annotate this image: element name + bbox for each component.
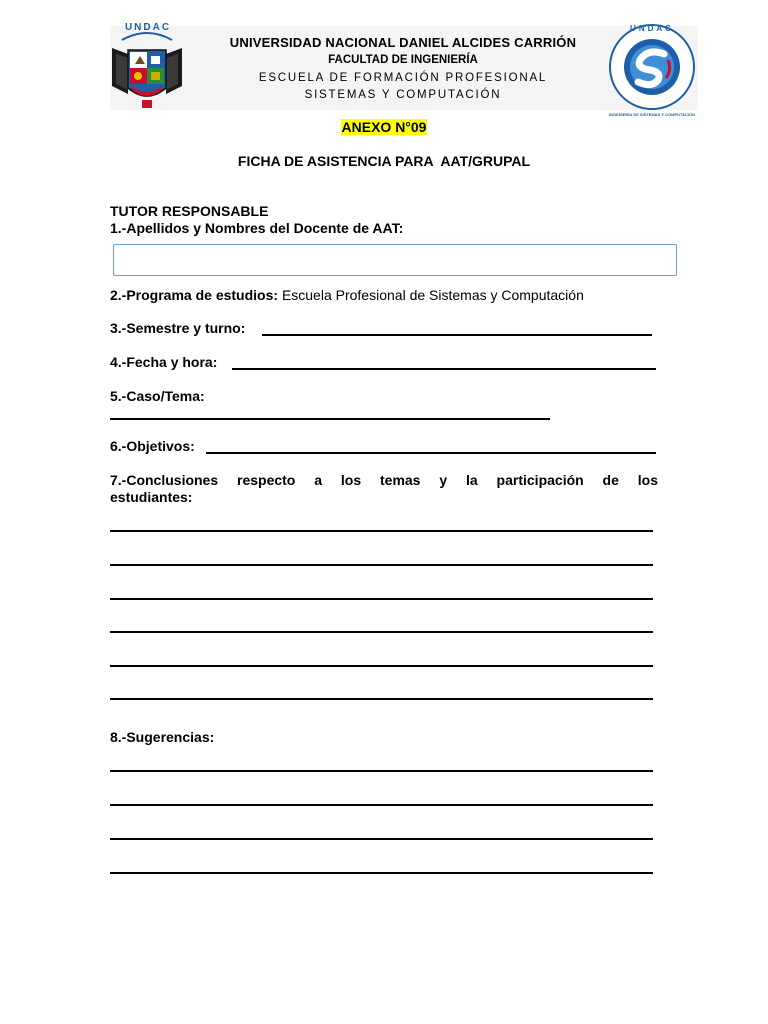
- conclusiones-line-2[interactable]: [110, 564, 653, 566]
- annex-title: [0, 119, 768, 137]
- q2-label: 2.-Programa de estudios:: [110, 287, 279, 303]
- sugerencias-line-4[interactable]: [110, 872, 653, 874]
- q7-label-line1: 7.-Conclusiones respecto a los temas y la participación de los: [110, 472, 658, 488]
- semestre-turno-line[interactable]: [262, 334, 652, 336]
- annex-label: ANEXO N°09: [341, 119, 427, 135]
- q5-label: 5.-Caso/Tema:: [110, 388, 205, 404]
- systems-seal-icon: [606, 22, 698, 112]
- fecha-hora-line[interactable]: [232, 368, 656, 370]
- q8-label: 8.-Sugerencias:: [110, 729, 215, 745]
- conclusiones-line-6[interactable]: [110, 698, 653, 700]
- conclusiones-line-4[interactable]: [110, 631, 653, 633]
- q2-value: Escuela Profesional de Sistemas y Computación: [281, 287, 584, 303]
- school-name: ESCUELA DE FORMACIÓN PROFESIONAL: [258, 72, 548, 84]
- sugerencias-line-1[interactable]: [110, 770, 653, 772]
- docente-name-field[interactable]: [113, 244, 677, 276]
- sugerencias-line-2[interactable]: [110, 804, 653, 806]
- q2-row: [110, 287, 584, 303]
- q6-label: 6.-Objetivos:: [110, 438, 195, 454]
- right-logo-text: UNDAC: [630, 24, 674, 33]
- faculty-name: FACULTAD DE INGENIERÍA: [328, 54, 478, 66]
- sugerencias-line-3[interactable]: [110, 838, 653, 840]
- undac-logo-left: [108, 24, 186, 110]
- section-tutor: TUTOR RESPONSABLE: [110, 203, 269, 219]
- conclusiones-line-1[interactable]: [110, 530, 653, 532]
- caso-tema-line[interactable]: [110, 418, 550, 420]
- university-name: UNIVERSIDAD NACIONAL DANIEL ALCIDES CARRIÓN: [229, 35, 577, 50]
- q4-label: 4.-Fecha y hora:: [110, 354, 218, 370]
- right-logo-ring-text: INGENIERÍA DE SISTEMAS Y COMPUTACIÓN: [608, 112, 696, 117]
- left-logo-text: UNDAC: [124, 22, 172, 33]
- q1-label: 1.-Apellidos y Nombres del Docente de AAT:: [110, 220, 404, 236]
- undac-shield-icon: [108, 24, 186, 110]
- program-name: SISTEMAS Y COMPUTACIÓN: [304, 89, 502, 101]
- q3-label: 3.-Semestre y turno:: [110, 320, 246, 336]
- conclusiones-line-5[interactable]: [110, 665, 653, 667]
- conclusiones-line-3[interactable]: [110, 598, 653, 600]
- form-title: FICHA DE ASISTENCIA PARA AAT/GRUPAL: [237, 153, 531, 169]
- objetivos-line[interactable]: [206, 452, 656, 454]
- q7-label-line2: estudiantes:: [110, 489, 193, 505]
- systems-logo-right: [606, 22, 698, 112]
